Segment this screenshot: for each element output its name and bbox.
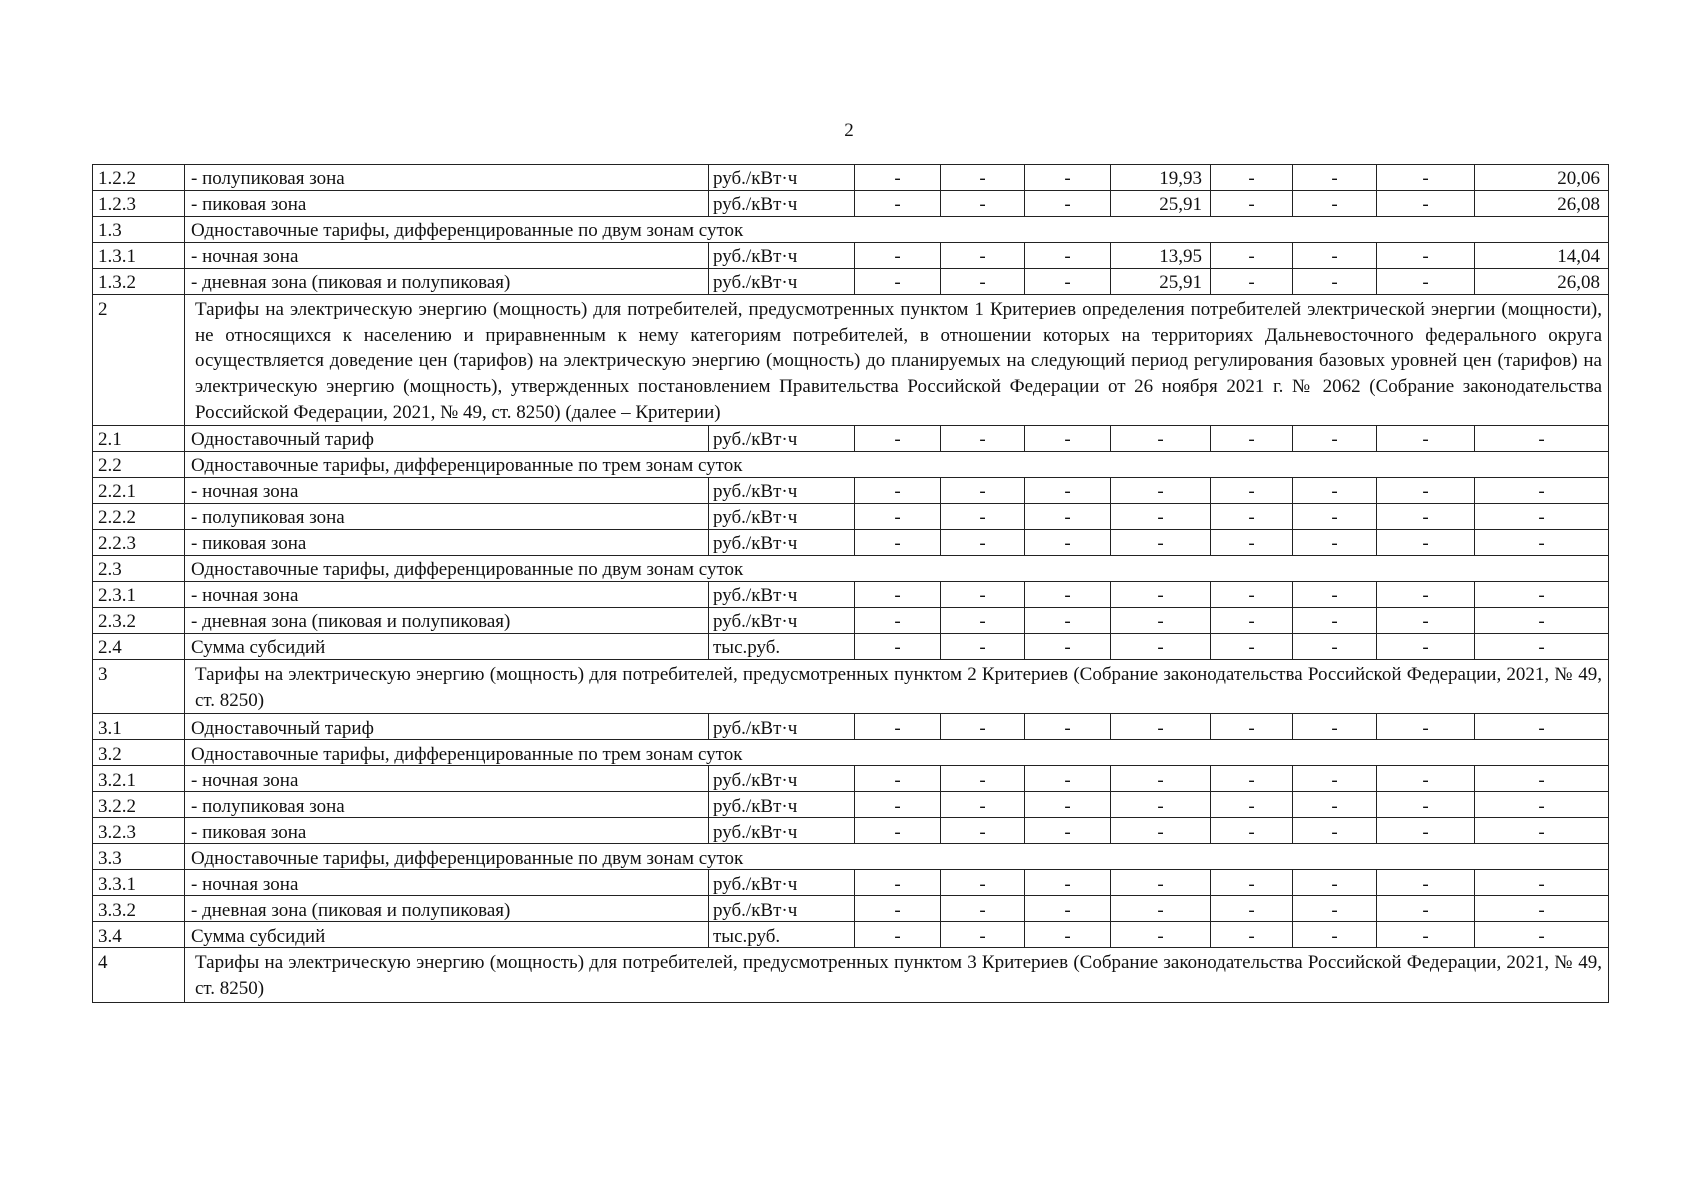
value-cell: - xyxy=(1475,792,1609,818)
value-cell: - xyxy=(1293,634,1377,660)
value-cell: - xyxy=(941,426,1025,452)
tariff-table xyxy=(92,164,1609,1003)
value-cell: - xyxy=(1475,504,1609,530)
page-number: 2 xyxy=(844,120,854,141)
value-cell: - xyxy=(1377,870,1475,896)
value-cell: - xyxy=(1025,922,1111,948)
value-cell: - xyxy=(1293,714,1377,740)
table-row xyxy=(93,818,1609,844)
value-cell: - xyxy=(1211,896,1293,922)
table-row xyxy=(93,714,1609,740)
value-cell: - xyxy=(1475,608,1609,634)
row-number-cell: 1.2.3 xyxy=(93,191,185,217)
table-row xyxy=(93,478,1609,504)
value-cell: - xyxy=(1211,269,1293,295)
row-name-cell: - пиковая зона xyxy=(185,818,709,844)
value-cell: - xyxy=(855,165,941,191)
value-cell: - xyxy=(1377,792,1475,818)
value-cell: - xyxy=(1025,896,1111,922)
value-cell: - xyxy=(855,530,941,556)
table-row xyxy=(93,556,1609,582)
row-name-cell: Сумма субсидий xyxy=(185,922,709,948)
row-unit-cell: тыс.руб. xyxy=(709,634,855,660)
value-cell: - xyxy=(1293,608,1377,634)
value-cell: 14,04 xyxy=(1475,243,1609,269)
row-number-cell: 2.2 xyxy=(93,452,185,478)
row-number-cell: 3.3.2 xyxy=(93,896,185,922)
value-cell: 20,06 xyxy=(1475,165,1609,191)
row-name-cell: - полупиковая зона xyxy=(185,792,709,818)
value-cell: - xyxy=(1293,922,1377,948)
row-unit-cell: руб./кВт·ч xyxy=(709,870,855,896)
value-cell: - xyxy=(1025,792,1111,818)
value-cell: - xyxy=(855,870,941,896)
value-cell: - xyxy=(1377,165,1475,191)
row-name-cell: - ночная зона xyxy=(185,478,709,504)
value-cell: - xyxy=(1025,191,1111,217)
value-cell: - xyxy=(941,165,1025,191)
value-cell: - xyxy=(1025,870,1111,896)
table-row xyxy=(93,165,1609,191)
row-number-cell: 2.3.1 xyxy=(93,582,185,608)
value-cell: - xyxy=(1475,870,1609,896)
value-cell: - xyxy=(1025,714,1111,740)
value-cell: - xyxy=(1211,582,1293,608)
value-cell: - xyxy=(941,792,1025,818)
row-number-cell: 4 xyxy=(93,948,185,1002)
value-cell: - xyxy=(1377,582,1475,608)
value-cell: - xyxy=(1377,922,1475,948)
value-cell: 26,08 xyxy=(1475,269,1609,295)
value-cell: - xyxy=(1111,426,1211,452)
row-name-cell: - дневная зона (пиковая и полупиковая) xyxy=(185,269,709,295)
value-cell: - xyxy=(1475,922,1609,948)
value-cell: - xyxy=(941,714,1025,740)
value-cell: - xyxy=(1475,426,1609,452)
value-cell: 13,95 xyxy=(1111,243,1211,269)
row-number-cell: 3.3.1 xyxy=(93,870,185,896)
table-row xyxy=(93,792,1609,818)
row-unit-cell: руб./кВт·ч xyxy=(709,896,855,922)
value-cell: - xyxy=(941,922,1025,948)
value-cell: - xyxy=(855,634,941,660)
value-cell: - xyxy=(1377,634,1475,660)
value-cell: - xyxy=(1293,269,1377,295)
value-cell: - xyxy=(941,269,1025,295)
value-cell: - xyxy=(1475,896,1609,922)
value-cell: - xyxy=(1111,504,1211,530)
value-cell: - xyxy=(1025,426,1111,452)
value-cell: - xyxy=(941,608,1025,634)
value-cell: - xyxy=(941,504,1025,530)
row-name-cell: - пиковая зона xyxy=(185,530,709,556)
value-cell: - xyxy=(1377,818,1475,844)
value-cell: - xyxy=(1293,792,1377,818)
table-row xyxy=(93,452,1609,478)
value-cell: - xyxy=(1211,165,1293,191)
table-row xyxy=(93,295,1609,426)
value-cell: - xyxy=(855,714,941,740)
value-cell: - xyxy=(1377,269,1475,295)
value-cell: - xyxy=(941,766,1025,792)
value-cell: - xyxy=(1025,634,1111,660)
value-cell: - xyxy=(1211,504,1293,530)
row-number-cell: 3.2.2 xyxy=(93,792,185,818)
table-row xyxy=(93,530,1609,556)
value-cell: - xyxy=(1211,818,1293,844)
value-cell: - xyxy=(855,792,941,818)
value-cell: - xyxy=(1293,504,1377,530)
value-cell: - xyxy=(1111,714,1211,740)
value-cell: 26,08 xyxy=(1475,191,1609,217)
table-row xyxy=(93,844,1609,870)
value-cell: - xyxy=(1111,922,1211,948)
value-cell: - xyxy=(1211,870,1293,896)
value-cell: - xyxy=(855,243,941,269)
value-cell: - xyxy=(1111,478,1211,504)
value-cell: - xyxy=(855,818,941,844)
value-cell: - xyxy=(941,191,1025,217)
section-heading-cell: Одноставочные тарифы, дифференцированные по двум зонам суток xyxy=(185,217,1609,243)
value-cell: - xyxy=(1293,818,1377,844)
value-cell: - xyxy=(1377,478,1475,504)
value-cell: - xyxy=(1211,191,1293,217)
value-cell: - xyxy=(1211,608,1293,634)
row-unit-cell: руб./кВт·ч xyxy=(709,269,855,295)
table-row xyxy=(93,740,1609,766)
table-row xyxy=(93,896,1609,922)
row-number-cell: 2.2.3 xyxy=(93,530,185,556)
row-name-cell: Одноставочный тариф xyxy=(185,714,709,740)
row-name-cell: Сумма субсидий xyxy=(185,634,709,660)
value-cell: - xyxy=(941,634,1025,660)
row-unit-cell: руб./кВт·ч xyxy=(709,818,855,844)
row-number-cell: 3.1 xyxy=(93,714,185,740)
value-cell: 25,91 xyxy=(1111,191,1211,217)
row-name-cell: - дневная зона (пиковая и полупиковая) xyxy=(185,896,709,922)
value-cell: - xyxy=(1025,478,1111,504)
value-cell: - xyxy=(1025,530,1111,556)
row-name-cell: - пиковая зона xyxy=(185,191,709,217)
value-cell: - xyxy=(1293,530,1377,556)
table-body xyxy=(93,165,1609,1003)
table-row xyxy=(93,948,1609,1002)
value-cell: - xyxy=(1475,714,1609,740)
row-number-cell: 2.4 xyxy=(93,634,185,660)
row-name-cell: - ночная зона xyxy=(185,766,709,792)
row-number-cell: 3.2.3 xyxy=(93,818,185,844)
row-number-cell: 2.3.2 xyxy=(93,608,185,634)
table-row xyxy=(93,426,1609,452)
value-cell: - xyxy=(1111,530,1211,556)
value-cell: - xyxy=(1475,582,1609,608)
row-unit-cell: руб./кВт·ч xyxy=(709,504,855,530)
row-name-cell: - полупиковая зона xyxy=(185,504,709,530)
table-row xyxy=(93,660,1609,714)
value-cell: - xyxy=(1377,766,1475,792)
row-number-cell: 3.2 xyxy=(93,740,185,766)
table-row xyxy=(93,582,1609,608)
row-name-cell: - ночная зона xyxy=(185,870,709,896)
value-cell: - xyxy=(1377,714,1475,740)
value-cell: - xyxy=(1377,896,1475,922)
row-number-cell: 3 xyxy=(93,660,185,714)
value-cell: - xyxy=(1377,243,1475,269)
table-row xyxy=(93,269,1609,295)
row-unit-cell: руб./кВт·ч xyxy=(709,608,855,634)
value-cell: - xyxy=(1111,818,1211,844)
row-unit-cell: руб./кВт·ч xyxy=(709,766,855,792)
value-cell: - xyxy=(1293,478,1377,504)
row-name-cell: - ночная зона xyxy=(185,243,709,269)
value-cell: - xyxy=(1377,608,1475,634)
value-cell: - xyxy=(1111,582,1211,608)
table-row xyxy=(93,217,1609,243)
value-cell: - xyxy=(855,582,941,608)
section-paragraph-cell: Тарифы на электрическую энергию (мощность) для потребителей, предусмотренных пунктом 2 Критериев (Собрание законодательства Российской Федерации, 2021, № 49, ст. 8250) xyxy=(185,660,1609,714)
table-row xyxy=(93,766,1609,792)
table-row xyxy=(93,634,1609,660)
section-heading-cell: Одноставочные тарифы, дифференцированные по двум зонам суток xyxy=(185,556,1609,582)
section-heading-cell: Одноставочные тарифы, дифференцированные по трем зонам суток xyxy=(185,740,1609,766)
value-cell: - xyxy=(1377,426,1475,452)
value-cell: - xyxy=(1211,766,1293,792)
value-cell: - xyxy=(1377,191,1475,217)
row-unit-cell: руб./кВт·ч xyxy=(709,530,855,556)
section-paragraph-cell: Тарифы на электрическую энергию (мощность) для потребителей, предусмотренных пунктом 1 Критериев определения потребителей электрической энергии (мощности), не относящихся к населению и приравненным к нему категориям потребителей, в отношении которых на территориях Дальневосточного федерального округа осуществляется доведение цен (тарифов) на электрическую энергию (мощность) до планируемых на следующий период регулирования базовых уровней цен (тарифов) на электрическую энергию (мощность), утвержденных постановлением Правительства Российской Федерации от 26 ноября 2021 г. № 2062 (Собрание законодательства Российской Федерации, 2021, № 49, ст. 8250) (далее – Критерии) xyxy=(185,295,1609,426)
row-unit-cell: руб./кВт·ч xyxy=(709,165,855,191)
value-cell: - xyxy=(855,191,941,217)
value-cell: - xyxy=(1211,243,1293,269)
value-cell: - xyxy=(941,896,1025,922)
value-cell: - xyxy=(855,426,941,452)
value-cell: - xyxy=(1475,634,1609,660)
value-cell: - xyxy=(1025,766,1111,792)
value-cell: - xyxy=(1211,922,1293,948)
value-cell: - xyxy=(941,818,1025,844)
value-cell: - xyxy=(1475,530,1609,556)
value-cell: - xyxy=(1293,870,1377,896)
value-cell: - xyxy=(1211,426,1293,452)
row-number-cell: 1.3 xyxy=(93,217,185,243)
value-cell: - xyxy=(1025,818,1111,844)
value-cell: - xyxy=(1111,766,1211,792)
row-number-cell: 1.3.2 xyxy=(93,269,185,295)
value-cell: - xyxy=(855,504,941,530)
value-cell: - xyxy=(1211,530,1293,556)
row-number-cell: 2.2.1 xyxy=(93,478,185,504)
value-cell: - xyxy=(1111,608,1211,634)
value-cell: - xyxy=(941,582,1025,608)
value-cell: - xyxy=(1377,530,1475,556)
row-number-cell: 2.1 xyxy=(93,426,185,452)
row-number-cell: 1.2.2 xyxy=(93,165,185,191)
value-cell: - xyxy=(1293,191,1377,217)
value-cell: - xyxy=(1377,504,1475,530)
section-heading-cell: Одноставочные тарифы, дифференцированные по трем зонам суток xyxy=(185,452,1609,478)
value-cell: - xyxy=(1211,792,1293,818)
value-cell: - xyxy=(855,269,941,295)
value-cell: - xyxy=(855,766,941,792)
row-unit-cell: руб./кВт·ч xyxy=(709,426,855,452)
value-cell: - xyxy=(941,530,1025,556)
row-name-cell: Одноставочный тариф xyxy=(185,426,709,452)
value-cell: - xyxy=(1111,792,1211,818)
row-unit-cell: руб./кВт·ч xyxy=(709,478,855,504)
value-cell: - xyxy=(855,922,941,948)
row-unit-cell: руб./кВт·ч xyxy=(709,792,855,818)
value-cell: - xyxy=(1293,582,1377,608)
value-cell: - xyxy=(1293,165,1377,191)
table-row xyxy=(93,870,1609,896)
table-row xyxy=(93,608,1609,634)
section-paragraph-cell: Тарифы на электрическую энергию (мощность) для потребителей, предусмотренных пунктом 3 Критериев (Собрание законодательства Российской Федерации, 2021, № 49, ст. 8250) xyxy=(185,948,1609,1002)
row-unit-cell: тыс.руб. xyxy=(709,922,855,948)
row-number-cell: 3.2.1 xyxy=(93,766,185,792)
row-unit-cell: руб./кВт·ч xyxy=(709,243,855,269)
value-cell: - xyxy=(1293,766,1377,792)
value-cell: - xyxy=(1025,608,1111,634)
section-heading-cell: Одноставочные тарифы, дифференцированные по двум зонам суток xyxy=(185,844,1609,870)
value-cell: - xyxy=(1211,478,1293,504)
value-cell: - xyxy=(855,608,941,634)
value-cell: - xyxy=(1025,269,1111,295)
table-row xyxy=(93,191,1609,217)
value-cell: 19,93 xyxy=(1111,165,1211,191)
row-number-cell: 2.3 xyxy=(93,556,185,582)
value-cell: - xyxy=(1293,426,1377,452)
row-number-cell: 1.3.1 xyxy=(93,243,185,269)
value-cell: - xyxy=(1475,478,1609,504)
value-cell: - xyxy=(855,478,941,504)
row-name-cell: - дневная зона (пиковая и полупиковая) xyxy=(185,608,709,634)
value-cell: - xyxy=(855,896,941,922)
table-row xyxy=(93,504,1609,530)
row-unit-cell: руб./кВт·ч xyxy=(709,714,855,740)
row-name-cell: - ночная зона xyxy=(185,582,709,608)
value-cell: - xyxy=(1211,714,1293,740)
value-cell: - xyxy=(1111,634,1211,660)
value-cell: - xyxy=(1025,504,1111,530)
value-cell: - xyxy=(1025,165,1111,191)
value-cell: - xyxy=(1025,243,1111,269)
table-row xyxy=(93,922,1609,948)
value-cell: - xyxy=(1025,582,1111,608)
value-cell: - xyxy=(1475,766,1609,792)
value-cell: - xyxy=(941,870,1025,896)
value-cell: - xyxy=(1111,896,1211,922)
value-cell: - xyxy=(1293,896,1377,922)
value-cell: - xyxy=(1111,870,1211,896)
row-number-cell: 3.3 xyxy=(93,844,185,870)
value-cell: - xyxy=(1293,243,1377,269)
row-unit-cell: руб./кВт·ч xyxy=(709,191,855,217)
value-cell: - xyxy=(941,478,1025,504)
table-row xyxy=(93,243,1609,269)
row-number-cell: 3.4 xyxy=(93,922,185,948)
value-cell: - xyxy=(941,243,1025,269)
row-name-cell: - полупиковая зона xyxy=(185,165,709,191)
value-cell: 25,91 xyxy=(1111,269,1211,295)
row-number-cell: 2 xyxy=(93,295,185,426)
value-cell: - xyxy=(1211,634,1293,660)
row-unit-cell: руб./кВт·ч xyxy=(709,582,855,608)
value-cell: - xyxy=(1475,818,1609,844)
row-number-cell: 2.2.2 xyxy=(93,504,185,530)
